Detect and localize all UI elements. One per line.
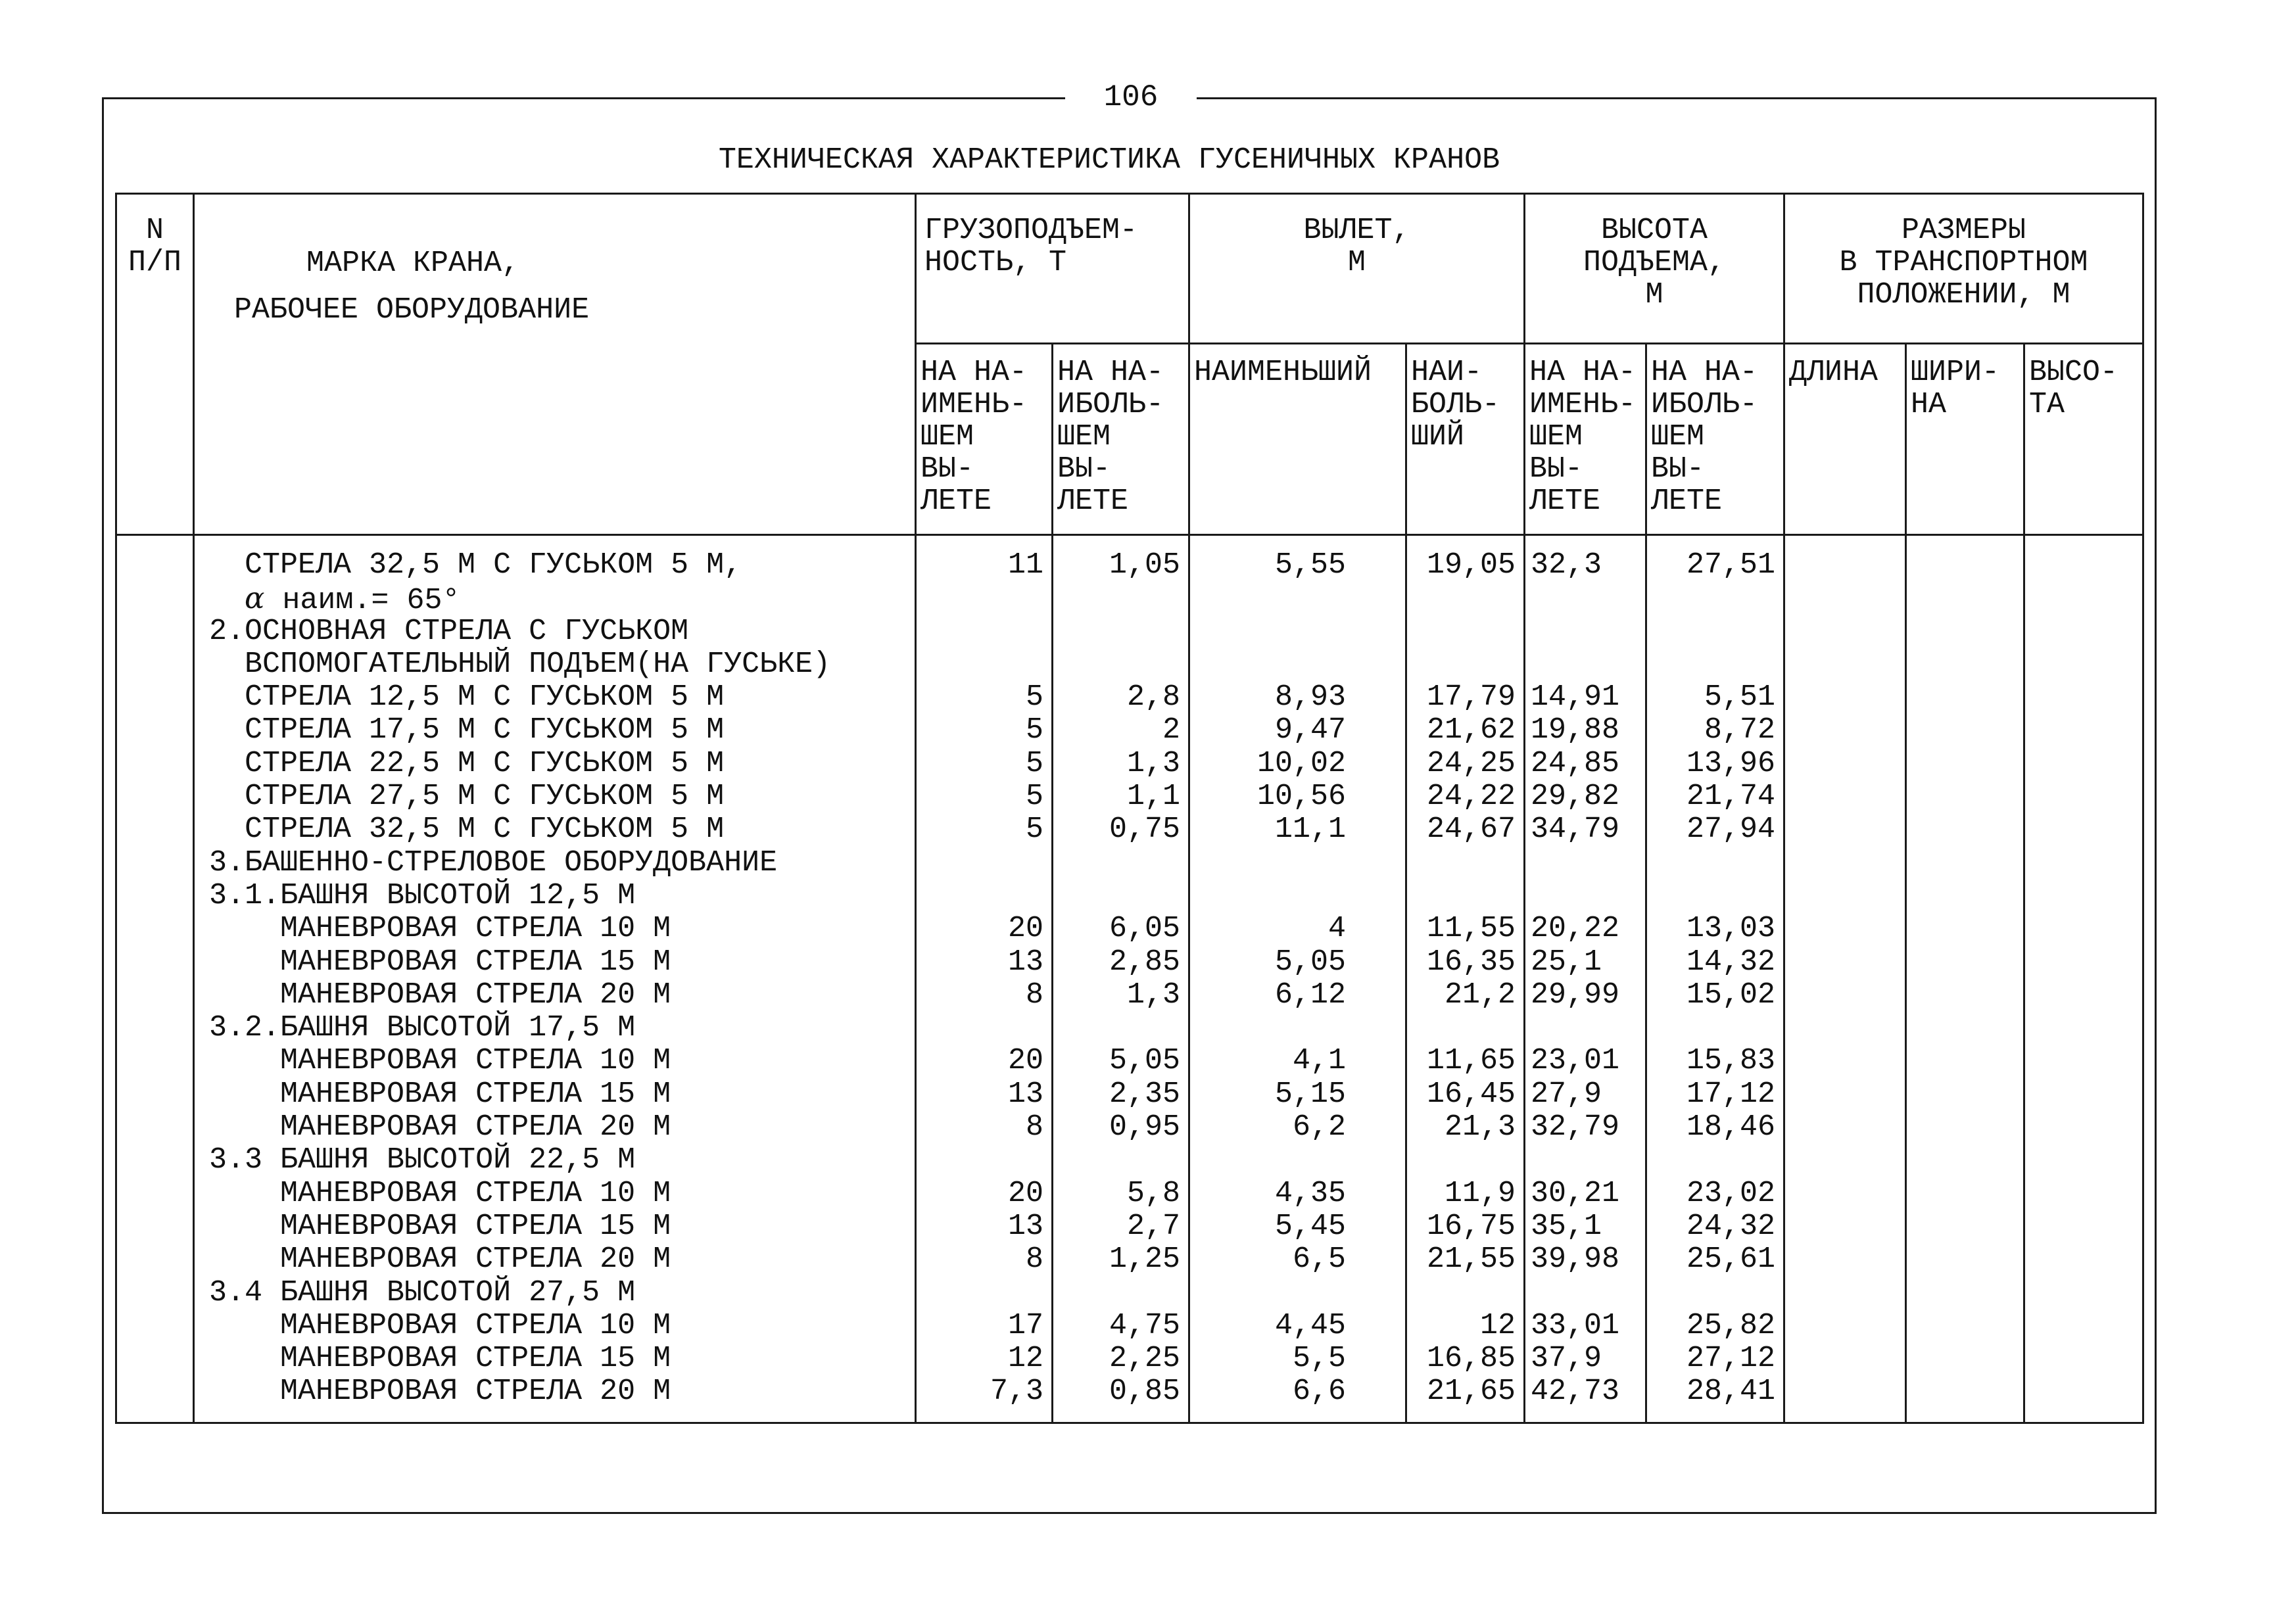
row-value-c1: 12 bbox=[1007, 1342, 1043, 1376]
row-value-r2: 16,45 bbox=[1426, 1077, 1516, 1111]
row-value-c1: 20 bbox=[1007, 912, 1043, 946]
row-value-r1 bbox=[1194, 880, 1346, 912]
row-value-h1: 30,21 bbox=[1531, 1176, 1620, 1210]
row-value-h1: 37,9 bbox=[1531, 1342, 1602, 1376]
row-value-r1: 5,15 bbox=[1274, 1077, 1346, 1111]
row-value-c2: 5,8 bbox=[1126, 1176, 1180, 1210]
row-value-c2: 2,35 bbox=[1109, 1077, 1180, 1111]
row-value-c1: 11 bbox=[1007, 548, 1043, 582]
row-value-c1: 20 bbox=[1007, 1176, 1043, 1210]
row-value-c1 bbox=[921, 615, 1043, 648]
row-value-h2: 13,03 bbox=[1686, 912, 1776, 946]
row-label-suffix: наим.= 65° bbox=[264, 584, 460, 618]
row-value-r2: 24,22 bbox=[1426, 780, 1516, 814]
header-dims: РАЗМЕРЫ В ТРАНСПОРТНОМ ПОЛОЖЕНИИ, М bbox=[1784, 194, 2143, 344]
row-value-h1: 23,01 bbox=[1531, 1044, 1620, 1078]
row-value-h1: 24,85 bbox=[1531, 746, 1620, 780]
row-value-c1: 5 bbox=[1025, 813, 1043, 847]
row-value-h1: 39,98 bbox=[1531, 1242, 1620, 1277]
row-label: МАНЕВРОВАЯ СТРЕЛА 10 М bbox=[209, 912, 671, 946]
row-value-c2 bbox=[1057, 1277, 1180, 1310]
row-value-r1: 4,35 bbox=[1274, 1176, 1346, 1210]
row-label: МАНЕВРОВАЯ СТРЕЛА 15 М bbox=[209, 1342, 671, 1376]
row-value-c1: 8 bbox=[1025, 1242, 1043, 1277]
header-mark bbox=[194, 194, 916, 535]
row-value-c2 bbox=[1057, 1012, 1180, 1045]
row-value-c1: 20 bbox=[1007, 1044, 1043, 1078]
col-cap-min bbox=[916, 535, 1053, 1423]
row-value-c2: 2,8 bbox=[1126, 680, 1180, 715]
row-value-r1: 11,1 bbox=[1274, 813, 1346, 847]
row-label: 3.3 БАШНЯ ВЫСОТОЙ 22,5 М bbox=[209, 1143, 636, 1177]
row-label: МАНЕВРОВАЯ СТРЕЛА 20 М bbox=[209, 978, 671, 1012]
row-value-h2 bbox=[1651, 1012, 1775, 1045]
row-value-h2 bbox=[1651, 582, 1775, 615]
row-value-r2 bbox=[1411, 1277, 1516, 1310]
header-equipment: РАБОЧЕЕ ОБОРУДОВАНИЕ bbox=[234, 293, 590, 327]
row-value-r2: 21,2 bbox=[1444, 978, 1516, 1012]
row-value-c2 bbox=[1057, 582, 1180, 615]
row-value-h2 bbox=[1651, 648, 1775, 681]
row-value-r1: 6,5 bbox=[1292, 1242, 1346, 1277]
row-label-prefix bbox=[209, 584, 245, 617]
row-value-h1: 33,01 bbox=[1531, 1308, 1620, 1342]
row-value-c2 bbox=[1057, 615, 1180, 648]
row-value-r2 bbox=[1411, 615, 1516, 648]
row-value-h1: 20,22 bbox=[1531, 912, 1620, 946]
row-value-h2 bbox=[1651, 847, 1775, 880]
header-cap-min: НА НА- ИМЕНЬ- ШЕМ ВЫ- ЛЕТЕ bbox=[916, 344, 1053, 535]
row-value-c2: 6,05 bbox=[1109, 912, 1180, 946]
col-name bbox=[194, 535, 916, 1423]
row-value-h2: 28,41 bbox=[1686, 1375, 1776, 1409]
row-value-c2: 1,25 bbox=[1109, 1242, 1180, 1277]
row-value-r1: 10,02 bbox=[1256, 746, 1346, 780]
crane-spec-table bbox=[115, 193, 2144, 1424]
row-value-h1 bbox=[1531, 615, 1641, 648]
row-value-c1: 17 bbox=[1007, 1308, 1043, 1342]
row-value-c1 bbox=[921, 582, 1043, 615]
table-body-row bbox=[116, 535, 2143, 1423]
row-value-h1: 32,3 bbox=[1531, 548, 1602, 582]
header-height-max: НА НА- ИБОЛЬ- ШЕМ ВЫ- ЛЕТЕ bbox=[1646, 344, 1784, 535]
row-value-h1: 29,99 bbox=[1531, 978, 1620, 1012]
row-label bbox=[209, 580, 911, 618]
row-value-r1 bbox=[1194, 1277, 1346, 1310]
row-value-c2: 2,25 bbox=[1109, 1342, 1180, 1376]
row-value-r2 bbox=[1411, 582, 1516, 615]
row-value-c2: 2,85 bbox=[1109, 945, 1180, 979]
row-value-h1 bbox=[1531, 880, 1641, 912]
header-tall: ВЫСО- ТА bbox=[2024, 344, 2143, 535]
row-value-r2: 24,67 bbox=[1426, 813, 1516, 847]
row-value-r1: 5,55 bbox=[1274, 548, 1346, 582]
row-value-h2: 13,96 bbox=[1686, 746, 1776, 780]
row-value-c1 bbox=[921, 880, 1043, 912]
row-value-c1: 13 bbox=[1007, 1077, 1043, 1111]
row-value-c2 bbox=[1057, 847, 1180, 880]
row-value-r1 bbox=[1194, 582, 1346, 615]
row-value-c2: 1,1 bbox=[1126, 780, 1180, 814]
col-num bbox=[116, 535, 194, 1423]
row-value-c2: 5,05 bbox=[1109, 1044, 1180, 1078]
row-value-h1 bbox=[1531, 1277, 1641, 1310]
row-value-c1 bbox=[921, 648, 1043, 681]
row-value-r1: 8,93 bbox=[1274, 680, 1346, 715]
row-value-c1: 8 bbox=[1025, 978, 1043, 1012]
row-value-c1 bbox=[921, 1012, 1043, 1045]
row-value-h1 bbox=[1531, 1012, 1641, 1045]
row-value-c1 bbox=[921, 1277, 1043, 1310]
row-value-c2: 4,75 bbox=[1109, 1308, 1180, 1342]
row-value-r2: 17,79 bbox=[1426, 680, 1516, 715]
row-label: МАНЕВРОВАЯ СТРЕЛА 10 М bbox=[209, 1176, 671, 1210]
row-value-r2: 16,75 bbox=[1426, 1209, 1516, 1243]
col-reach-min bbox=[1189, 535, 1406, 1423]
header-num: N П/П bbox=[116, 194, 194, 535]
row-value-c2 bbox=[1057, 880, 1180, 912]
header-height-min: НА НА- ИМЕНЬ- ШЕМ ВЫ- ЛЕТЕ bbox=[1525, 344, 1646, 535]
row-value-r2 bbox=[1411, 648, 1516, 681]
row-label: МАНЕВРОВАЯ СТРЕЛА 15 М bbox=[209, 1209, 671, 1243]
row-value-c2 bbox=[1057, 1144, 1180, 1177]
row-value-c2: 0,95 bbox=[1109, 1110, 1180, 1145]
row-label: ВСПОМОГАТЕЛЬНЫЙ ПОДЪЕМ(НА ГУСЬКЕ) bbox=[209, 647, 831, 681]
row-value-h2: 27,12 bbox=[1686, 1342, 1776, 1376]
row-value-c1 bbox=[921, 1144, 1043, 1177]
row-value-r2: 11,65 bbox=[1426, 1044, 1516, 1078]
row-value-h1: 19,88 bbox=[1531, 713, 1620, 747]
col-cap-max bbox=[1053, 535, 1189, 1423]
row-value-c2: 0,85 bbox=[1109, 1375, 1180, 1409]
row-value-h1 bbox=[1531, 847, 1641, 880]
header-length: ДЛИНА bbox=[1784, 344, 1906, 535]
row-value-h1: 25,1 bbox=[1531, 945, 1602, 979]
row-value-c1: 8 bbox=[1025, 1110, 1043, 1145]
row-value-h1 bbox=[1531, 1144, 1641, 1177]
row-value-c2 bbox=[1057, 648, 1180, 681]
row-label: СТРЕЛА 17,5 М С ГУСЬКОМ 5 М bbox=[209, 713, 725, 747]
row-value-h2: 25,82 bbox=[1686, 1308, 1776, 1342]
row-value-h2: 14,32 bbox=[1686, 945, 1776, 979]
row-value-c1: 5 bbox=[1025, 746, 1043, 780]
col-width bbox=[1906, 535, 2024, 1423]
row-value-h1 bbox=[1531, 648, 1641, 681]
row-value-r1 bbox=[1194, 1144, 1346, 1177]
row-value-h2: 17,12 bbox=[1686, 1077, 1776, 1111]
row-value-c2: 2 bbox=[1162, 713, 1180, 747]
col-reach-max bbox=[1406, 535, 1525, 1423]
row-value-c2: 0,75 bbox=[1109, 813, 1180, 847]
header-capacity: ГРУЗОПОДЪЕМ- НОСТЬ, Т bbox=[916, 194, 1189, 344]
row-value-h2: 23,02 bbox=[1686, 1176, 1776, 1210]
row-label: МАНЕВРОВАЯ СТРЕЛА 10 М bbox=[209, 1044, 671, 1078]
row-value-r1 bbox=[1194, 847, 1346, 880]
row-value-h2: 24,32 bbox=[1686, 1209, 1776, 1243]
row-label: 3.БАШЕННО-СТРЕЛОВОЕ ОБОРУДОВАНИЕ bbox=[209, 845, 778, 880]
row-label: МАНЕВРОВАЯ СТРЕЛА 20 М bbox=[209, 1375, 671, 1409]
row-value-h1: 34,79 bbox=[1531, 813, 1620, 847]
row-value-r2: 16,35 bbox=[1426, 945, 1516, 979]
row-value-c1 bbox=[921, 847, 1043, 880]
row-value-r2: 21,62 bbox=[1426, 713, 1516, 747]
table-title: ТЕХНИЧЕСКАЯ ХАРАКТЕРИСТИКА ГУСЕНИЧНЫХ КРАНОВ bbox=[718, 143, 1500, 177]
row-value-c2: 1,05 bbox=[1109, 548, 1180, 582]
row-value-h2 bbox=[1651, 615, 1775, 648]
row-value-r1 bbox=[1194, 648, 1346, 681]
col-height-max bbox=[1646, 535, 1784, 1423]
header-reach-max: НАИ- БОЛЬ- ШИЙ bbox=[1406, 344, 1525, 535]
row-value-r1: 4,1 bbox=[1292, 1044, 1346, 1078]
row-value-r1: 6,6 bbox=[1292, 1375, 1346, 1409]
row-value-r1: 9,47 bbox=[1274, 713, 1346, 747]
row-value-h1: 29,82 bbox=[1531, 780, 1620, 814]
row-value-r1 bbox=[1194, 615, 1346, 648]
row-value-r2: 11,55 bbox=[1426, 912, 1516, 946]
page-number: 106 bbox=[1065, 78, 1197, 117]
header-height: ВЫСОТА ПОДЪЕМА, М bbox=[1525, 194, 1784, 344]
row-label: МАНЕВРОВАЯ СТРЕЛА 15 М bbox=[209, 945, 671, 979]
row-value-r2 bbox=[1411, 1144, 1516, 1177]
row-value-h1: 42,73 bbox=[1531, 1375, 1620, 1409]
row-value-c1: 5 bbox=[1025, 713, 1043, 747]
row-value-h2: 27,51 bbox=[1686, 548, 1776, 582]
row-value-r2 bbox=[1411, 880, 1516, 912]
row-label: МАНЕВРОВАЯ СТРЕЛА 20 М bbox=[209, 1110, 671, 1145]
row-label: 3.2.БАШНЯ ВЫСОТОЙ 17,5 М bbox=[209, 1011, 636, 1045]
alpha-symbol: α bbox=[245, 580, 265, 616]
row-value-r2: 21,55 bbox=[1426, 1242, 1516, 1277]
row-label: МАНЕВРОВАЯ СТРЕЛА 20 М bbox=[209, 1242, 671, 1277]
row-value-r1: 5,5 bbox=[1292, 1342, 1346, 1376]
row-value-c1: 13 bbox=[1007, 1209, 1043, 1243]
row-value-h2: 5,51 bbox=[1704, 680, 1776, 715]
row-value-h2: 25,61 bbox=[1686, 1242, 1776, 1277]
row-label: СТРЕЛА 32,5 М С ГУСЬКОМ 5 М bbox=[209, 813, 725, 847]
row-value-c1: 5 bbox=[1025, 780, 1043, 814]
row-value-h2: 21,74 bbox=[1686, 780, 1776, 814]
row-value-r2: 21,3 bbox=[1444, 1110, 1516, 1145]
row-value-h2: 15,83 bbox=[1686, 1044, 1776, 1078]
row-value-r1: 10,56 bbox=[1256, 780, 1346, 814]
row-value-r1: 4,45 bbox=[1274, 1308, 1346, 1342]
row-value-r2: 24,25 bbox=[1426, 746, 1516, 780]
row-value-h2 bbox=[1651, 1144, 1775, 1177]
row-value-r2: 11,9 bbox=[1444, 1176, 1516, 1210]
header-reach: ВЫЛЕТ, М bbox=[1189, 194, 1525, 344]
row-label: СТРЕЛА 32,5 М С ГУСЬКОМ 5 М, bbox=[209, 548, 742, 582]
row-value-r2: 21,65 bbox=[1426, 1375, 1516, 1409]
header-mark-title: МАРКА КРАНА, bbox=[306, 247, 520, 280]
row-value-h1: 32,79 bbox=[1531, 1110, 1620, 1145]
row-value-c1: 7,3 bbox=[990, 1375, 1043, 1409]
row-value-r1: 6,2 bbox=[1292, 1110, 1346, 1145]
row-value-h2: 15,02 bbox=[1686, 978, 1776, 1012]
row-value-c1: 5 bbox=[1025, 680, 1043, 715]
row-value-r2 bbox=[1411, 847, 1516, 880]
row-label: МАНЕВРОВАЯ СТРЕЛА 10 М bbox=[209, 1308, 671, 1342]
row-value-h1: 27,9 bbox=[1531, 1077, 1602, 1111]
col-height-min bbox=[1525, 535, 1646, 1423]
row-label: СТРЕЛА 27,5 М С ГУСЬКОМ 5 М bbox=[209, 780, 725, 814]
header-width: ШИРИ- НА bbox=[1906, 344, 2024, 535]
row-value-h2: 8,72 bbox=[1704, 713, 1776, 747]
row-value-r1: 4 bbox=[1327, 912, 1346, 946]
row-label: 2.ОСНОВНАЯ СТРЕЛА С ГУСЬКОМ bbox=[209, 614, 689, 648]
col-length bbox=[1784, 535, 1906, 1423]
row-value-c1: 13 bbox=[1007, 945, 1043, 979]
header-reach-min: НАИМЕНЬШИЙ bbox=[1189, 344, 1406, 535]
row-value-r2: 19,05 bbox=[1426, 548, 1516, 582]
row-value-r1: 6,12 bbox=[1274, 978, 1346, 1012]
row-label: 3.4 БАШНЯ ВЫСОТОЙ 27,5 М bbox=[209, 1275, 636, 1310]
row-value-h1: 35,1 bbox=[1531, 1209, 1602, 1243]
header-cap-max: НА НА- ИБОЛЬ- ШЕМ ВЫ- ЛЕТЕ bbox=[1053, 344, 1189, 535]
row-value-r2: 12 bbox=[1479, 1308, 1516, 1342]
row-value-r1 bbox=[1194, 1012, 1346, 1045]
col-tall bbox=[2024, 535, 2143, 1423]
row-value-c2: 1,3 bbox=[1126, 978, 1180, 1012]
row-value-h1 bbox=[1531, 582, 1641, 615]
row-value-r2: 16,85 bbox=[1426, 1342, 1516, 1376]
row-value-c2: 1,3 bbox=[1126, 746, 1180, 780]
row-label: СТРЕЛА 12,5 М С ГУСЬКОМ 5 М bbox=[209, 680, 725, 715]
row-value-r2 bbox=[1411, 1012, 1516, 1045]
row-label: 3.1.БАШНЯ ВЫСОТОЙ 12,5 М bbox=[209, 878, 636, 912]
row-value-r1: 5,45 bbox=[1274, 1209, 1346, 1243]
row-label: МАНЕВРОВАЯ СТРЕЛА 15 М bbox=[209, 1077, 671, 1111]
row-value-h1: 14,91 bbox=[1531, 680, 1620, 715]
row-value-h2 bbox=[1651, 1277, 1775, 1310]
row-value-h2: 18,46 bbox=[1686, 1110, 1776, 1145]
row-value-h2: 27,94 bbox=[1686, 813, 1776, 847]
row-value-r1: 5,05 bbox=[1274, 945, 1346, 979]
row-label: СТРЕЛА 22,5 М С ГУСЬКОМ 5 М bbox=[209, 746, 725, 780]
row-value-c2: 2,7 bbox=[1126, 1209, 1180, 1243]
row-value-h2 bbox=[1651, 880, 1775, 912]
